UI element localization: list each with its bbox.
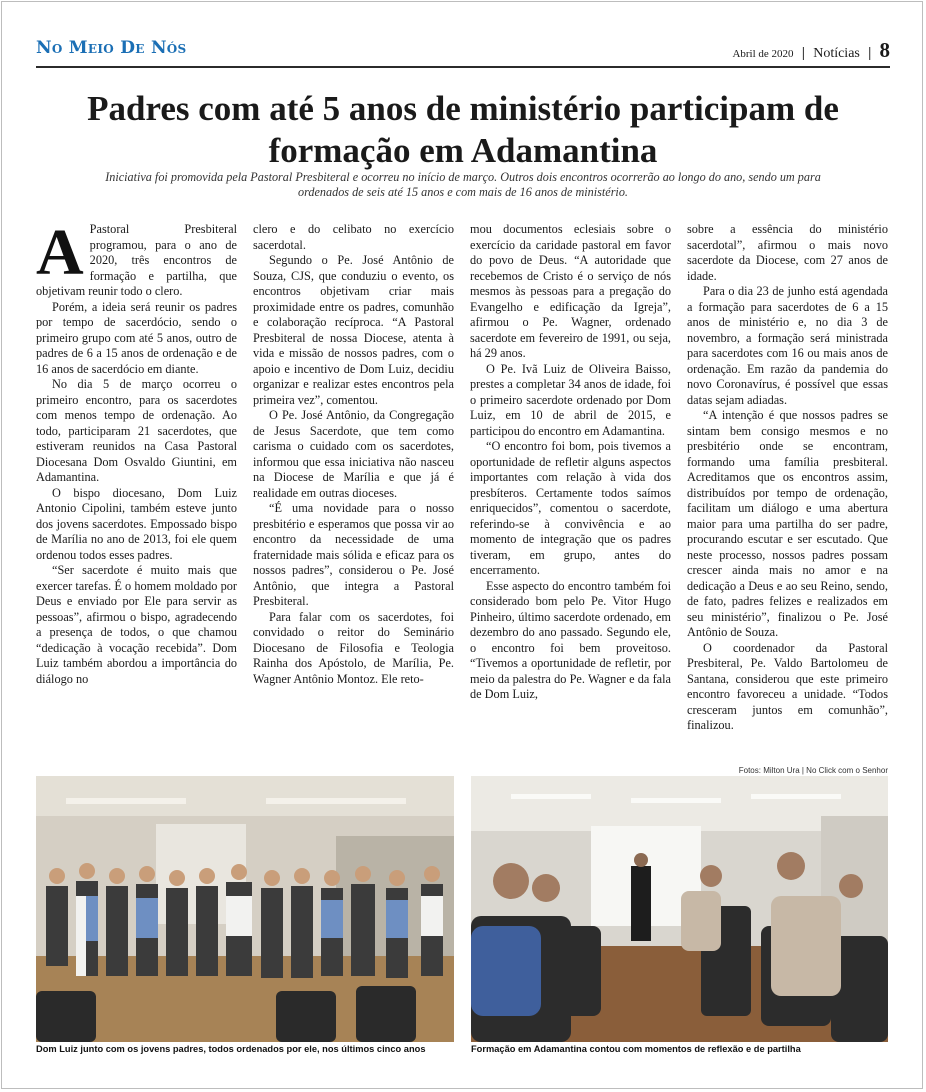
article-column-2 [253,222,454,762]
issue-date: Abril de 2020 [732,48,794,60]
paragraph: Para o dia 23 de junho está agendada a formação para sacerdotes de 6 a 15 anos de ministério e, no dia 3 de novembro, a formação será ministrada para sacerdotes com 16 ou mais anos de ordenação. Em razão da pandemia do novo Coronavírus, é possível que essas datas sejam adiadas. [687,284,888,407]
header-right [732,38,890,60]
paragraph: “Ser sacerdote é muito mais que exercer tarefas. É o homem moldado por Deus e enviado por Ele para servir as pessoas”, afirmou o bispo, agradecendo a presença de todos, o que chamou “dedicação à vocação recebida”. Dom Luiz também abordou a importância do diálogo no [36,563,237,686]
article-column-1 [36,222,237,762]
header-separator: | [801,44,806,60]
paragraph: O Pe. Ivã Luiz de Oliveira Baisso, prestes a completar 34 anos de idade, foi o primeiro sacerdote ordenado por Dom Luiz, em 10 de abril de 2015, e participou do encontro em Adamantina. [470,361,671,438]
paragraph: “O encontro foi bom, pois tivemos a oportunidade de refletir alguns aspectos importantes com relação à vida dos presbíteros. Certamente todos saímos enriquecidos”, comentou o sacerdote, referindo-se à convivência e ao momento de integração que os padres tiveram, em grupo, antes do encerramento. [470,439,671,577]
paragraph: “É uma novidade para o nosso presbitério e esperamos que possa vir ao encontro da necessidade de uma fraternidade mais sólida e eficaz para os nossos padres”, considerou o Pe. José Antônio, que integra a Pastoral Presbiteral. [253,501,454,608]
article-column-3 [470,222,671,762]
lead-text: Pastoral Presbiteral programou, para o ano de 2020, três encontros de formação e partilha, que objetivam reunir todo o clero. [36,222,237,298]
paragraph: No dia 5 de março ocorreu o primeiro encontro, para os sacerdotes com menos tempo de ordenação. Ao todo, participaram 21 sacerdotes, que estiveram reunidos na Casa Pastoral Diocesana Dom Osvaldo Giuntini, em Adamantina. [36,377,237,484]
group-photo-illustration [36,776,454,1042]
photo-credit: Fotos: Milton Ura | No Click com o Senhor [738,766,888,775]
article-title: Padres com até 5 anos de ministério participam de formação em Adamantina [87,89,839,170]
paragraph: sobre a essência do ministério sacerdotal”, afirmou o mais novo sacerdote da Diocese, com 27 anos de idade. [687,222,888,283]
drop-cap: A [36,222,84,289]
paragraph: clero e do celibato no exercício sacerdotal. [253,222,454,252]
photo-caption-2: Formação em Adamantina contou com momentos de reflexão e de partilha [471,1044,801,1054]
article-body [36,222,888,762]
paragraph: Porém, a ideia será reunir os padres por tempo de sacerdócio, sendo o primeiro grupo com até 5 anos, outro de padres de 6 a 15 anos de ordenação e de 16 anos de sacerdócio em diante. [36,299,237,376]
paragraph: “A intenção é que nossos padres se sintam bem consigo mesmos e no presbitério onde se encontram, formando uma família presbiteral. Acreditamos que os encontros assim, distribuídos por tempo de ordenação, facilitam um diálogo e uma abertura maior para uma partilha do ser padre, procurando escutar e ser escutado. Que neste processo, nossos padres possam crescer ainda mais no amor e na dedicação a Deus e ao seu Reino, sendo, de fato, padres felizes e realizados em seu ministério”, finalizou o Pe. José Antônio de Souza. [687,408,888,639]
paragraph [36,222,237,300]
paragraph: Para falar com os sacerdotes, foi convidado o reitor do Seminário Diocesano de Filosofia e Teologia Rainha dos Apóstolo, de Marília, Pe. Wagner Antônio Montoz. Ele reto- [253,609,454,686]
meeting-photo-illustration [471,776,888,1042]
group-photo [36,776,454,1042]
paragraph: O Pe. José Antônio, da Congregação de Jesus Sacerdote, que tem como carisma o cuidado com os sacerdotes, informou que essa iniciativa não nasceu na Diocese de Marília e que já é realidade em outras dioceses. [253,408,454,500]
paragraph: Esse aspecto do encontro também foi considerado bom pelo Pe. Vitor Hugo Pinheiro, último sacerdote ordenado, em dezembro do ano passado. Segundo ele, o encontro foi bem proveitoso. “Tivemos a oportunidade de refletir, por meio da palestra do Pe. Wagner e da fala de Dom Luiz, [470,578,671,701]
photo-caption-1: Dom Luiz junto com os jovens padres, todos ordenados por ele, nos últimos cinco anos [36,1044,426,1054]
page-header [36,38,890,68]
paragraph: mou documentos eclesiais sobre o exercício da caridade pastoral em favor do povo de Deus. “A autoridade que recebemos de Cristo é o serviço de nós mesmos às pessoas para a pregação do Evangelho e edificação da Igreja”, afirmou o Pe. Wagner, ordenado sacerdote em fevereiro de 1991, ou seja, há 29 anos. [470,222,671,360]
section-label: Notícias [813,46,860,61]
paragraph: O bispo diocesano, Dom Luiz Antonio Cipolini, também esteve junto dos jovens sacerdotes. Empossado bispo de Marília no ano de 2013, foi ele quem ordenou todos esses padres. [36,485,237,562]
page-number: 8 [879,38,890,62]
header-separator-2: | [867,44,872,60]
section-name: No Meio De Nós [36,38,187,58]
article-subtitle: Iniciativa foi promovida pela Pastoral Presbiteral e ocorreu no início de março. Outros dois encontros ocorrerão ao longo do ano, sendo um para ordenados de seis até 15 anos e com mais de 16 anos de ministério. [105,170,821,199]
article-column-4 [687,222,888,762]
paragraph: Segundo o Pe. José Antônio de Souza, CJS, que conduziu o evento, os encontros objetivam criar mais proximidade entre os padres, comunhão e colaboração recíproca. “A Pastoral Presbiteral de nossa Diocese, atenta à vida e missão de nossos padres, com o apoio e incentivo de Dom Luiz, decidiu organizar e realizar estes encontros pela primeira vez”, comentou. [253,253,454,407]
meeting-photo [471,776,888,1042]
paragraph: O coordenador da Pastoral Presbiteral, Pe. Valdo Bartolomeu de Santana, considerou que este primeiro encontro favoreceu a unidade. “Todos cresceram juntos em comunhão”, finalizou. [687,640,888,732]
